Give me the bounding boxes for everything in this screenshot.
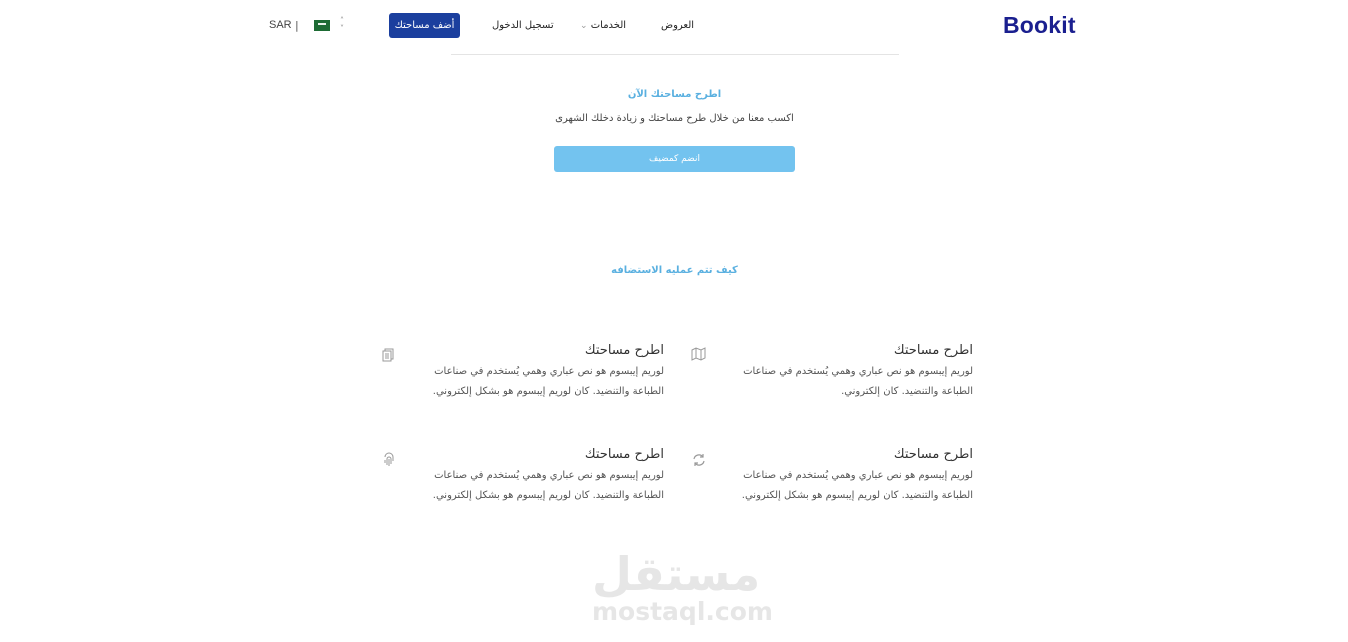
mostaql-watermark-latin: mostaql.com — [592, 597, 773, 626]
feature-line: الطباعة والتنضيد. كان إلكتروني. — [841, 386, 973, 397]
feature-card — [713, 447, 973, 506]
add-space-button[interactable]: أضف مساحتك — [389, 13, 460, 38]
fingerprint-icon — [382, 452, 396, 471]
feature-title: اطرح مساحتك — [584, 343, 664, 358]
feature-line: لوريم إيبسوم هو نص عباري وهمي يُستخدم في صناعات — [434, 366, 664, 377]
header-divider — [451, 54, 899, 55]
feature-line: الطباعة والتنضيد. كان لوريم إيبسوم هو بشكل إلكتروني. — [432, 386, 664, 397]
bookit-logo[interactable]: Bookit — [1003, 12, 1076, 38]
language-switch-chevron-icon[interactable]: ˄ ˅ — [340, 16, 344, 33]
currency-selector[interactable]: SAR — [269, 19, 292, 31]
nav-services-label: الخدمات — [590, 20, 627, 31]
feature-description — [404, 362, 664, 402]
copy-icon — [382, 348, 395, 366]
feature-card — [404, 343, 664, 402]
feature-line: لوريم إيبسوم هو نص عباري وهمي يُستخدم في صناعات — [743, 366, 973, 377]
map-icon — [691, 347, 706, 365]
mostaql-watermark-arabic: مستقل — [592, 547, 761, 601]
feature-title: اطرح مساحتك — [893, 343, 973, 358]
feature-title: اطرح مساحتك — [584, 447, 664, 462]
hero-subtitle: اكسب معنا من خلال طرح مساحتك و زيادة دخلك الشهرى — [555, 113, 794, 124]
feature-description — [713, 466, 973, 506]
nav-login[interactable]: تسجيل الدخول — [492, 20, 554, 31]
saudi-flag-icon[interactable] — [314, 20, 330, 31]
feature-description — [404, 466, 664, 506]
feature-line: الطباعة والتنضيد. كان لوريم إيبسوم هو بشكل إلكتروني. — [741, 490, 973, 501]
feature-line: الطباعة والتنضيد. كان لوريم إيبسوم هو بشكل إلكتروني. — [432, 490, 664, 501]
nav-offers[interactable]: العروض — [661, 20, 695, 31]
feature-card — [713, 343, 973, 402]
nav-services[interactable] — [580, 20, 626, 31]
hero-title: اطرح مساحتك الآن — [627, 89, 722, 100]
how-heading: كيف تتم عمليه الاستضافه — [611, 265, 738, 276]
feature-card — [404, 447, 664, 506]
feature-line: لوريم إيبسوم هو نص عباري وهمي يُستخدم في صناعات — [434, 470, 664, 481]
header-separator: | — [295, 19, 299, 32]
refresh-icon — [692, 453, 706, 471]
feature-line: لوريم إيبسوم هو نص عباري وهمي يُستخدم في صناعات — [743, 470, 973, 481]
feature-description — [713, 362, 973, 402]
chevron-down-icon: ⌄ — [580, 21, 588, 31]
feature-title: اطرح مساحتك — [893, 447, 973, 462]
join-as-host-button[interactable]: انضم كمضيف — [554, 146, 795, 172]
